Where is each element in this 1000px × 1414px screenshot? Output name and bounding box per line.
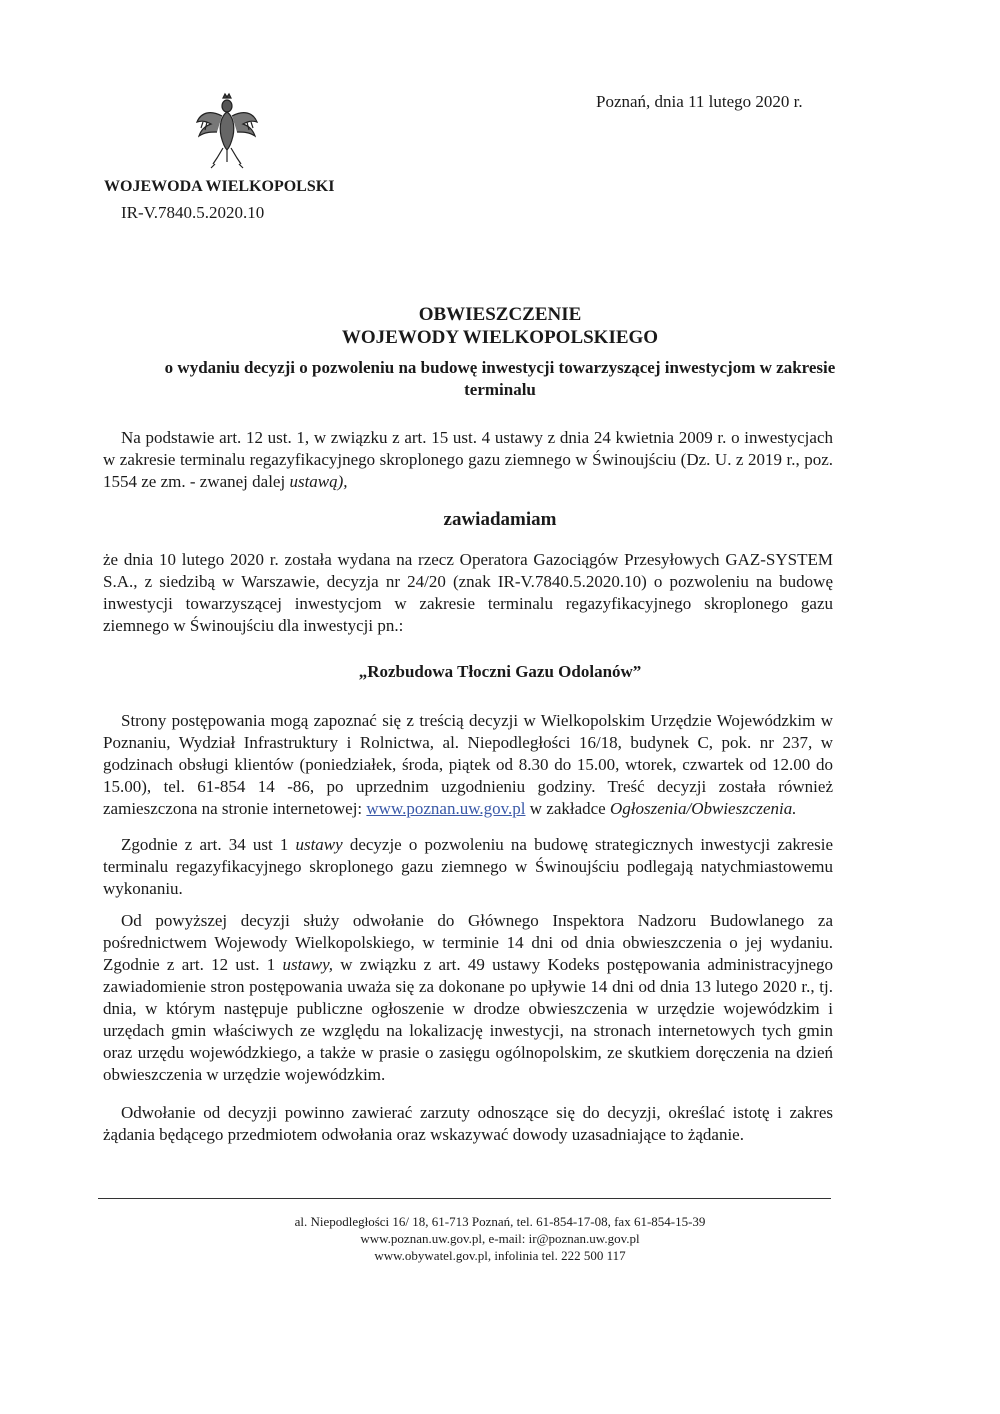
issuing-office: WOJEWODA WIELKOPOLSKI xyxy=(104,178,335,195)
parties-paragraph xyxy=(103,710,833,820)
document-date: Poznań, dnia 11 lutego 2020 r. xyxy=(596,92,803,111)
document-subtitle: o wydaniu decyzji o pozwoleniu na budowę inwestycji towarzyszącej inwestycjom w zakresie terminalu xyxy=(164,358,836,399)
parties-text: Strony postępowania mogą zapoznać się z treścią decyzji w Wielkopolskim Urzędzie Wojewódzkim w Poznaniu, Wydział Infrastruktury i Rolnictwa, al. Niepodległości 16/18, budynek C, pok. nr 237, w godzinach obsługi klientów (poniedziałek, środa, piątek od 8.30 do 15.00, wtorek, czwartek od 12.00 do 15.00), tel. 61-854 14 -86, po uprzednim uzgodnieniu godziny. Treść decyzji została również zamieszczona na stronie internetowej: xyxy=(103,711,833,818)
appeal-text-b: w związku z art. 49 ustawy Kodeks postępowania administracyjnego zawiadomienie stron postępowania uważa się za dokonane po upływie 14 dni od dnia 13 lutego 2020 r., tj. dnia, w którym następuje publiczne ogłoszenie w drodze obwieszczenia w urzędzie wojewódzkim i urzędach gmin właściwych ze względu na lokalizację inwestycji, na stronach internetowych tych gmin oraz urzędu wojewódzkiego, a także w prasie o zasięgu ogólnopolskim, ze skutkiem doręczenia na dzień obwieszczenia w urzędzie wojewódzkim. xyxy=(103,955,833,1084)
parties-after-text: w zakładce xyxy=(525,799,610,818)
zgodnie-text-b: decyzje o pozwoleniu na budowę strategicznych inwestycji zakresie terminalu regazyfikacyjnego skroplonego gazu ziemnego w Świnoujściu podlegają natychmiastowemu wykonaniu. xyxy=(103,835,834,898)
footer xyxy=(0,1213,1000,1264)
immediate-execution-paragraph xyxy=(103,834,833,900)
appeal-content-paragraph: Odwołanie od decyzji powinno zawierać zarzuty odnoszące się do decyzji, określać istotę i zakres żądania będącego przedmiotem odwołania oraz wskazywać dowody uzasadniające to żądanie. xyxy=(103,1103,833,1144)
legal-basis-text: Na podstawie art. 12 ust. 1, w związku z art. 15 ust. 4 ustawy z dnia 24 kwietnia 2009 r. o inwestycjach w zakresie terminalu regazyfikacyjnego skroplonego gazu ziemnego w Świnoujściu (Dz. U. z 2019 r., poz. 1554 ze zm. - zwanej dalej xyxy=(103,428,833,491)
project-name: „Rozbudowa Tłoczni Gazu Odolanów” xyxy=(358,662,642,681)
appeal-text-a: Od powyższej decyzji służy odwołanie do Głównego Inspektora Nadzoru Budowlanego za pośrednictwem Wojewody Wielkopolskiego, w terminie 14 dni od dnia obwieszczenia o jej wydaniu. Zgodnie z art. 12 ust. 1 xyxy=(103,911,833,974)
footer-contact: www.poznan.uw.gov.pl, e-mail: ir@poznan.uw.gov.pl xyxy=(360,1231,640,1246)
legal-basis-emphasis: ustawą), xyxy=(289,472,348,491)
reference-number: IR-V.7840.5.2020.10 xyxy=(121,203,265,222)
zgodnie-text-a: Zgodnie z art. 34 ust 1 xyxy=(121,835,296,854)
document-title: OBWIESZCZENIE xyxy=(418,304,582,325)
document-title-authority: WOJEWODY WIELKOPOLSKIEGO xyxy=(341,327,659,348)
zgodnie-emphasis: ustawy xyxy=(295,835,343,854)
website-link[interactable]: www.poznan.uw.gov.pl xyxy=(366,799,526,818)
footer-address: al. Niepodległości 16/ 18, 61-713 Poznań, tel. 61-854-17-08, fax 61-854-15-39 xyxy=(294,1214,706,1229)
appeal-emphasis: ustawy, xyxy=(282,955,333,974)
notify-heading: zawiadamiam xyxy=(443,509,557,530)
legal-basis-paragraph xyxy=(103,427,833,493)
polish-eagle-emblem-icon xyxy=(193,92,261,170)
footer-divider xyxy=(98,1198,831,1199)
decision-paragraph: że dnia 10 lutego 2020 r. została wydana na rzecz Operatora Gazociągów Przesyłowych GAZ-SYSTEM S.A., z siedzibą w Warszawie, decyzja nr 24/20 (znak IR-V.7840.5.2020.10) o pozwoleniu na budowę inwestycji towarzyszącej inwestycjom w zakresie terminalu regazyfikacyjnego skroplonego gazu ziemnego w Świnoujściu dla inwestycji pn.: xyxy=(103,550,833,635)
footer-hotline: www.obywatel.gov.pl, infolinia tel. 222 500 117 xyxy=(374,1248,626,1263)
parties-section-name: Ogłoszenia/Obwieszczenia. xyxy=(609,799,797,818)
appeal-paragraph xyxy=(103,910,833,1086)
